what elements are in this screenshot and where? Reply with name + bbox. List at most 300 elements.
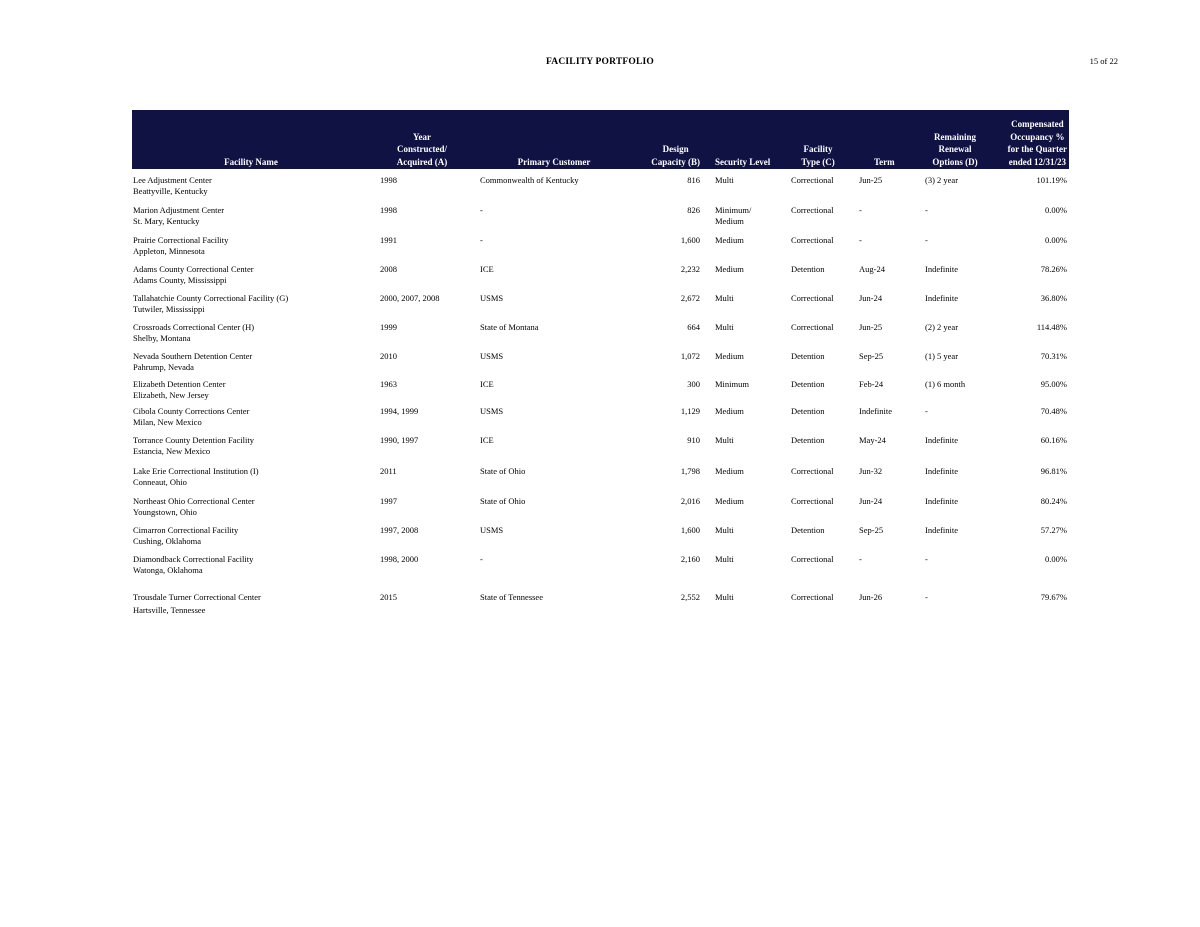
compensated-occupancy-text: 70.48% [1040, 406, 1067, 416]
table-row [132, 175, 1069, 203]
design-capacity [681, 293, 700, 304]
compensated-occupancy [1045, 235, 1067, 246]
design-capacity [687, 379, 700, 390]
primary-customer [480, 322, 539, 333]
header-renewal-options [926, 131, 984, 168]
term-text: May-24 [859, 435, 886, 445]
facility-type [791, 496, 833, 507]
facility-type-text: Correctional [791, 466, 834, 476]
year-constructed-text: 1997, 2008 [380, 525, 419, 535]
security-level-text: Multi [715, 293, 734, 303]
security-level [715, 525, 734, 536]
security-level-text: Multi [715, 592, 734, 602]
renewal-options [925, 496, 958, 507]
facility-location: Pahrump, Nevada [133, 361, 194, 372]
year-constructed [380, 592, 397, 603]
facility-name [133, 466, 259, 487]
facility-name-text: Nevada Southern Detention Center [133, 351, 253, 361]
facility-location: Milan, New Mexico [133, 416, 202, 427]
design-capacity [681, 264, 700, 275]
facility-location: Youngstown, Ohio [133, 506, 197, 517]
header-line: Constructed/ [397, 144, 447, 155]
term [859, 379, 883, 390]
header-line: Options (D) [932, 156, 978, 167]
table-header [132, 110, 1069, 169]
facility-name [133, 592, 261, 615]
design-capacity [687, 435, 700, 446]
year-constructed [380, 264, 397, 275]
facility-name [133, 351, 252, 372]
year-constructed-text: 1990, 1997 [380, 435, 419, 445]
facility-location: Tutwiler, Mississippi [133, 303, 205, 314]
primary-customer-text: USMS [480, 351, 504, 361]
facility-name [133, 322, 254, 343]
primary-customer-text: USMS [480, 525, 504, 535]
facility-type-text: Correctional [791, 592, 834, 602]
facility-location: Elizabeth, New Jersey [133, 389, 209, 400]
security-level-text: Multi [715, 322, 734, 332]
primary-customer-text: State of Tennessee [480, 592, 543, 602]
term-text: - [859, 235, 862, 245]
renewal-options-text: - [925, 554, 928, 564]
renewal-options-text: - [925, 205, 928, 215]
design-capacity-text: 1,129 [680, 406, 700, 416]
compensated-occupancy-text: 60.16% [1040, 435, 1067, 445]
header-line: Acquired (A) [396, 156, 448, 167]
security-level-text: Minimum [715, 379, 750, 389]
renewal-options-text: - [925, 406, 928, 416]
compensated-occupancy [1037, 322, 1067, 333]
term [859, 406, 892, 417]
facility-type [791, 293, 833, 304]
primary-customer-text: - [480, 554, 483, 564]
header-line: Term [874, 156, 895, 167]
renewal-options-text: (3) 2 year [925, 175, 959, 185]
security-level [715, 592, 734, 603]
compensated-occupancy-text: 70.31% [1040, 351, 1067, 361]
primary-customer [480, 379, 494, 390]
year-constructed-text: 1998 [380, 175, 397, 185]
design-capacity [681, 235, 700, 246]
facility-type [791, 592, 833, 603]
compensated-occupancy-text: 96.81% [1040, 466, 1067, 476]
primary-customer [480, 351, 503, 362]
facility-type [791, 351, 825, 362]
facility-type-text: Correctional [791, 554, 834, 564]
design-capacity [681, 554, 700, 565]
header-line: ended 12/31/23 [1008, 156, 1066, 167]
renewal-options-text: (1) 5 year [925, 351, 959, 361]
facility-type-text: Correctional [791, 293, 834, 303]
facility-name [133, 496, 255, 517]
term [859, 175, 882, 186]
table-row [132, 293, 1069, 321]
term [859, 293, 882, 304]
security-level [715, 205, 751, 226]
facility-name-text: Diamondback Correctional Facility [133, 554, 254, 564]
security-level [715, 264, 744, 275]
facility-name [133, 525, 238, 546]
primary-customer-text: State of Ohio [480, 466, 526, 476]
year-constructed-text: 2008 [380, 264, 397, 274]
year-constructed-text: 2010 [380, 351, 397, 361]
security-level [715, 175, 734, 186]
security-level [715, 322, 734, 333]
renewal-options [925, 466, 958, 477]
renewal-options-text: - [925, 235, 928, 245]
facility-type-text: Detention [791, 351, 825, 361]
security-level-text: Minimum/ [715, 205, 752, 215]
primary-customer [480, 554, 483, 565]
header-compensated-occupancy [1008, 118, 1067, 168]
year-constructed [380, 235, 397, 246]
facility-name-text: Cibola County Corrections Center [133, 406, 250, 416]
year-constructed [380, 406, 418, 417]
compensated-occupancy-text: 78.26% [1040, 264, 1067, 274]
primary-customer [480, 592, 543, 603]
compensated-occupancy [1041, 351, 1067, 362]
header-line: Year [413, 131, 431, 142]
renewal-options [925, 435, 958, 446]
facility-name-text: Cimarron Correctional Facility [133, 525, 239, 535]
primary-customer-text: USMS [480, 293, 504, 303]
term [859, 264, 885, 275]
design-capacity [687, 205, 700, 216]
compensated-occupancy [1041, 406, 1067, 417]
design-capacity-text: 816 [687, 175, 700, 185]
facility-type [791, 379, 825, 390]
year-constructed-text: 2015 [380, 592, 397, 602]
primary-customer [480, 525, 503, 536]
year-constructed-text: 1999 [380, 322, 397, 332]
header-facility-name [132, 156, 370, 168]
year-constructed [380, 322, 397, 333]
term-text: Feb-24 [859, 379, 884, 389]
page-number: 15 of 22 [1089, 56, 1118, 66]
table-row [132, 406, 1069, 434]
header-line: Renewal [938, 144, 972, 155]
facility-type [791, 175, 833, 186]
year-constructed [380, 525, 418, 536]
primary-customer [480, 205, 483, 216]
term-text: Jun-24 [859, 293, 883, 303]
design-capacity [687, 175, 700, 186]
year-constructed [380, 293, 440, 304]
facility-type [791, 264, 825, 275]
facility-location: Watonga, Oklahoma [133, 564, 203, 575]
primary-customer [480, 235, 483, 246]
design-capacity-text: 2,552 [680, 592, 700, 602]
facility-location: Shelby, Montana [133, 332, 191, 343]
header-line: Security Level [715, 156, 771, 167]
facility-name [133, 379, 226, 400]
renewal-options [925, 175, 958, 186]
facility-type [791, 554, 833, 565]
design-capacity-text: 1,600 [680, 525, 700, 535]
facility-name-text: Marion Adjustment Center [133, 205, 225, 215]
security-level [715, 293, 734, 304]
facility-name [133, 293, 288, 314]
header-design-capacity [651, 143, 700, 168]
facility-type-text: Detention [791, 379, 825, 389]
table-row [132, 435, 1069, 463]
year-constructed-text: 2000, 2007, 2008 [380, 293, 440, 303]
compensated-occupancy-text: 101.19% [1036, 175, 1067, 185]
facility-location: Hartsville, Tennessee [133, 604, 206, 615]
facility-location: Conneaut, Ohio [133, 476, 187, 487]
compensated-occupancy [1037, 175, 1067, 186]
security-level-text: Multi [715, 435, 734, 445]
facility-name [133, 235, 228, 256]
facility-location: St. Mary, Kentucky [133, 215, 200, 226]
design-capacity-text: 2,672 [680, 293, 700, 303]
compensated-occupancy-text: 0.00% [1045, 235, 1067, 245]
compensated-occupancy [1041, 592, 1067, 603]
design-capacity-text: 2,160 [680, 554, 700, 564]
header-line: Occupancy % [1010, 131, 1065, 142]
facility-name [133, 264, 254, 285]
design-capacity [681, 592, 700, 603]
table-row [132, 554, 1069, 582]
facility-type-text: Correctional [791, 496, 834, 506]
year-constructed [380, 175, 397, 186]
compensated-occupancy [1041, 435, 1067, 446]
renewal-options-text: Indefinite [925, 264, 959, 274]
header-term [874, 156, 895, 168]
term-text: - [859, 205, 862, 215]
facility-name [133, 435, 254, 456]
renewal-options-text: Indefinite [925, 466, 959, 476]
primary-customer [480, 496, 525, 507]
facility-type-text: Correctional [791, 175, 834, 185]
facility-name [133, 406, 249, 427]
year-constructed-text: 1963 [380, 379, 397, 389]
renewal-options [925, 406, 928, 417]
security-level [715, 554, 734, 565]
facility-location: Cushing, Oklahoma [133, 535, 201, 546]
header-primary-customer [488, 156, 620, 168]
security-level-text: Medium [715, 351, 744, 361]
header-line: Remaining [933, 131, 976, 142]
primary-customer-text: USMS [480, 406, 504, 416]
design-capacity-text: 2,016 [680, 496, 700, 506]
facility-name-text: Torrance County Detention Facility [133, 435, 254, 445]
compensated-occupancy [1045, 554, 1067, 565]
facility-type-text: Correctional [791, 322, 834, 332]
facility-type [791, 406, 825, 417]
design-capacity-text: 2,232 [680, 264, 700, 274]
renewal-options [925, 293, 958, 304]
security-level [715, 351, 744, 362]
compensated-occupancy-text: 80.24% [1040, 496, 1067, 506]
design-capacity [681, 466, 700, 477]
renewal-options-text: (2) 2 year [925, 322, 959, 332]
compensated-occupancy [1041, 466, 1067, 477]
design-capacity [681, 525, 700, 536]
primary-customer-text: - [480, 235, 483, 245]
page-title: FACILITY PORTFOLIO [545, 57, 655, 67]
security-level [715, 379, 749, 390]
facility-type [791, 525, 825, 536]
header-line: Type (C) [801, 156, 835, 167]
table-row [132, 322, 1069, 350]
security-level [715, 435, 734, 446]
security-level-text: Medium [715, 235, 744, 245]
term-text: Sep-25 [859, 351, 884, 361]
compensated-occupancy-text: 0.00% [1045, 205, 1067, 215]
renewal-options-text: Indefinite [925, 525, 959, 535]
facility-type [791, 322, 833, 333]
year-constructed-text: 1998, 2000 [380, 554, 419, 564]
header-facility-type [796, 143, 840, 168]
header-line: Capacity (B) [651, 156, 700, 167]
year-constructed-text: 1994, 1999 [380, 406, 419, 416]
year-constructed [380, 351, 397, 362]
primary-customer [480, 264, 494, 275]
facility-type-text: Detention [791, 406, 825, 416]
year-constructed-text: 1997 [380, 496, 397, 506]
security-level [715, 466, 744, 477]
facility-name-text: Lake Erie Correctional Institution (I) [133, 466, 259, 476]
facility-location: Appleton, Minnesota [133, 245, 205, 256]
primary-customer-text: State of Montana [480, 322, 539, 332]
renewal-options [925, 592, 928, 603]
design-capacity [681, 406, 700, 417]
year-constructed [380, 435, 418, 446]
year-constructed [380, 554, 418, 565]
header-year-constructed [388, 131, 456, 168]
facility-location: Beattyville, Kentucky [133, 185, 208, 196]
facility-name [133, 554, 253, 575]
facility-name [133, 175, 212, 196]
renewal-options [925, 264, 958, 275]
year-constructed-text: 1991 [380, 235, 397, 245]
primary-customer [480, 406, 503, 417]
facility-name-text: Crossroads Correctional Center (H) [133, 322, 255, 332]
renewal-options [925, 235, 928, 246]
facility-name-text: Trousdale Turner Correctional Center [133, 592, 261, 602]
renewal-options [925, 351, 958, 362]
renewal-options [925, 525, 958, 536]
term [859, 525, 883, 536]
term-text: Jun-32 [859, 466, 883, 476]
design-capacity-text: 826 [687, 205, 700, 215]
renewal-options-text: Indefinite [925, 496, 959, 506]
renewal-options-text: (1) 6 month [925, 379, 966, 389]
security-level-text: Multi [715, 175, 734, 185]
compensated-occupancy-text: 0.00% [1045, 554, 1067, 564]
facility-name [133, 205, 224, 226]
term-text: Jun-25 [859, 175, 883, 185]
security-level-text: Medium [715, 264, 744, 274]
term [859, 466, 882, 477]
design-capacity [687, 322, 700, 333]
renewal-options-text: - [925, 592, 928, 602]
facility-type-text: Detention [791, 525, 825, 535]
primary-customer-text: - [480, 205, 483, 215]
renewal-options-text: Indefinite [925, 435, 959, 445]
compensated-occupancy-text: 36.80% [1040, 293, 1067, 303]
design-capacity-text: 1,600 [680, 235, 700, 245]
term [859, 351, 883, 362]
header-line: Compensated [1011, 119, 1064, 130]
primary-customer-text: ICE [480, 379, 494, 389]
facility-type-text: Detention [791, 435, 825, 445]
security-level [715, 496, 744, 507]
facility-type-text: Detention [791, 264, 825, 274]
renewal-options [925, 322, 958, 333]
compensated-occupancy [1041, 525, 1067, 536]
facility-type [791, 466, 833, 477]
design-capacity [681, 496, 700, 507]
facility-type-text: Correctional [791, 235, 834, 245]
table-row [132, 592, 1069, 620]
table-row [132, 264, 1069, 292]
renewal-options [925, 379, 965, 390]
header-line: for the Quarter [1007, 144, 1067, 155]
header-line: Design [662, 144, 689, 155]
header-line: Facility [803, 144, 833, 155]
year-constructed-text: 2011 [380, 466, 397, 476]
header-line: Primary Customer [517, 156, 591, 167]
facility-name-text: Adams County Correctional Center [133, 264, 254, 274]
term [859, 235, 862, 246]
primary-customer-text: ICE [480, 264, 494, 274]
primary-customer-text: Commonwealth of Kentucky [480, 175, 579, 185]
compensated-occupancy-text: 79.67% [1040, 592, 1067, 602]
term [859, 435, 886, 446]
term [859, 205, 862, 216]
compensated-occupancy [1041, 264, 1067, 275]
facility-type [791, 235, 833, 246]
compensated-occupancy [1045, 205, 1067, 216]
facility-location: Estancia, New Mexico [133, 445, 211, 456]
primary-customer [480, 175, 579, 186]
year-constructed [380, 496, 397, 507]
facility-name-text: Northeast Ohio Correctional Center [133, 496, 255, 506]
term-text: Jun-24 [859, 496, 883, 506]
facility-type-text: Correctional [791, 205, 834, 215]
security-level [715, 406, 744, 417]
facility-name-text: Elizabeth Detention Center [133, 379, 226, 389]
compensated-occupancy-text: 95.00% [1040, 379, 1067, 389]
design-capacity-text: 300 [687, 379, 700, 389]
facility-type [791, 205, 833, 216]
term-text: Indefinite [859, 406, 893, 416]
compensated-occupancy-text: 57.27% [1040, 525, 1067, 535]
term [859, 496, 882, 507]
term-text: Jun-26 [859, 592, 883, 602]
year-constructed-text: 1998 [380, 205, 397, 215]
security-level-text: Medium [715, 466, 744, 476]
security-level-line2: Medium [715, 215, 744, 226]
security-level-text: Medium [715, 406, 744, 416]
term-text: Sep-25 [859, 525, 884, 535]
facility-table [132, 110, 1069, 615]
table-row [132, 379, 1069, 407]
primary-customer-text: State of Ohio [480, 496, 526, 506]
primary-customer [480, 293, 503, 304]
compensated-occupancy-text: 114.48% [1036, 322, 1067, 332]
security-level [715, 235, 744, 246]
table-row [132, 205, 1069, 233]
security-level-text: Multi [715, 525, 734, 535]
table-row [132, 235, 1069, 263]
term [859, 322, 882, 333]
renewal-options-text: Indefinite [925, 293, 959, 303]
table-row [132, 466, 1069, 494]
security-level-text: Medium [715, 496, 744, 506]
